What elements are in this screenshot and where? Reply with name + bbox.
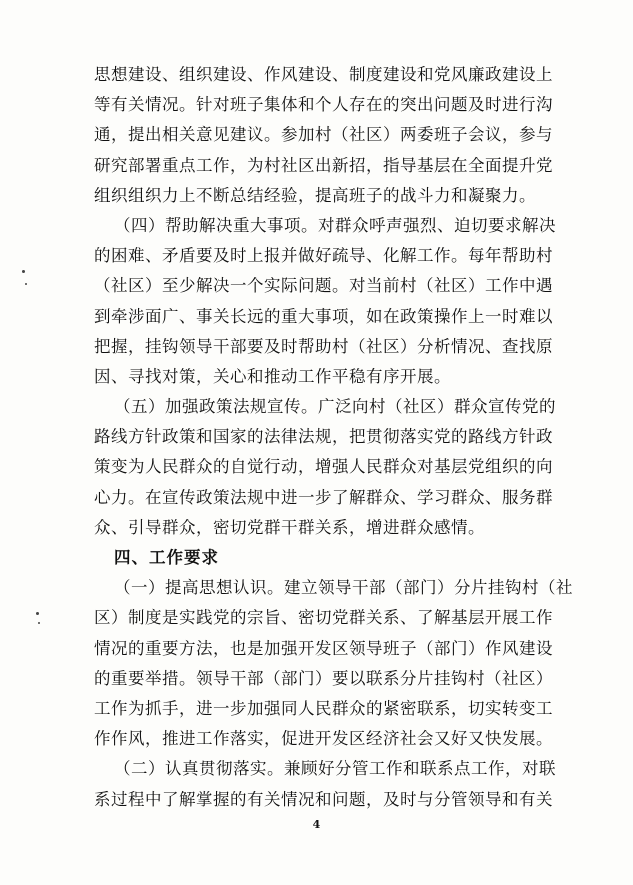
text-line-20: 情况的重要方法，也是加强开发区领导班子（部门）作风建设 [94, 638, 553, 658]
text-line-19: 区）制度是实践党的宗旨、密切党群关系、了解基层开展工作 [94, 608, 553, 628]
text-line-11: 因、寻找对策，关心和推动工作平稳有序开展。 [94, 366, 451, 386]
text-line-14: 策变为人民群众的自觉行动，增强人民群众对基层党组织的向 [94, 457, 553, 477]
text-line-3: 通，提出相关意见建议。参加村（社区）两委班子会议，参与 [94, 125, 553, 145]
paragraph-5-first-line: （五）加强政策法规宣传。广泛向村（社区）群众宣传党的 [114, 397, 556, 417]
text-line-7: 的困难、矛盾要及时上报并做好疏导、化解工作。每年帮助村 [94, 246, 553, 266]
text-line-25: 系过程中了解掌握的有关情况和问题，及时与分管领导和有关 [94, 789, 553, 809]
text-line-13: 路线方针政策和国家的法律法规，把贯彻落实党的路线方针政 [94, 427, 553, 447]
scan-speck [36, 612, 39, 615]
scan-speck [38, 622, 40, 624]
section-heading-work-requirements: 四、工作要求 [114, 548, 219, 567]
text-line-10: 把握，挂钩领导干部要及时帮助村（社区）分析情况、查找原 [94, 336, 553, 356]
page-number: 4 [312, 818, 321, 831]
text-line-23: 作作风，推进工作落实，促进开发区经济社会又好又快发展。 [94, 729, 553, 749]
text-line-16: 众、引导群众，密切党群干群关系，增进群众感情。 [94, 517, 485, 537]
requirement-1-first-line: （一）提高思想认识。建立领导干部（部门）分片挂钩村（社 [114, 578, 573, 598]
text-line-15: 心力。在宣传政策法规中进一步了解群众、学习群众、服务群 [94, 487, 553, 507]
body-text [94, 60, 573, 815]
requirement-2-first-line: （二）认真贯彻落实。兼顾好分管工作和联系点工作，对联 [114, 759, 556, 779]
text-line-22: 工作为抓手，进一步加强同人民群众的紧密联系，切实转变工 [94, 698, 553, 718]
text-line-4: 研究部署重点工作，为村社区出新招，指导基层在全面提升党 [94, 155, 553, 175]
text-line-21: 的重要举措。领导干部（部门）要以联系分片挂钩村（社区） [94, 668, 553, 688]
text-line-8: （社区）至少解决一个实际问题。对当前村（社区）工作中遇 [94, 276, 553, 296]
text-line-2: 等有关情况。针对班子集体和个人存在的突出问题及时进行沟 [94, 95, 553, 115]
scan-speck [25, 283, 27, 285]
paragraph-4-first-line: （四）帮助解决重大事项。对群众呼声强烈、迫切要求解决 [114, 215, 556, 235]
text-line-9: 到牵涉面广、事关长远的重大事项，如在政策操作上一时难以 [94, 306, 553, 326]
text-line-5: 组织组织力上不断总结经验，提高班子的战斗力和凝聚力。 [94, 185, 536, 205]
scan-speck [22, 270, 25, 273]
text-line-1: 思想建设、组织建设、作风建设、制度建设和党风廉政建设上 [94, 65, 553, 84]
